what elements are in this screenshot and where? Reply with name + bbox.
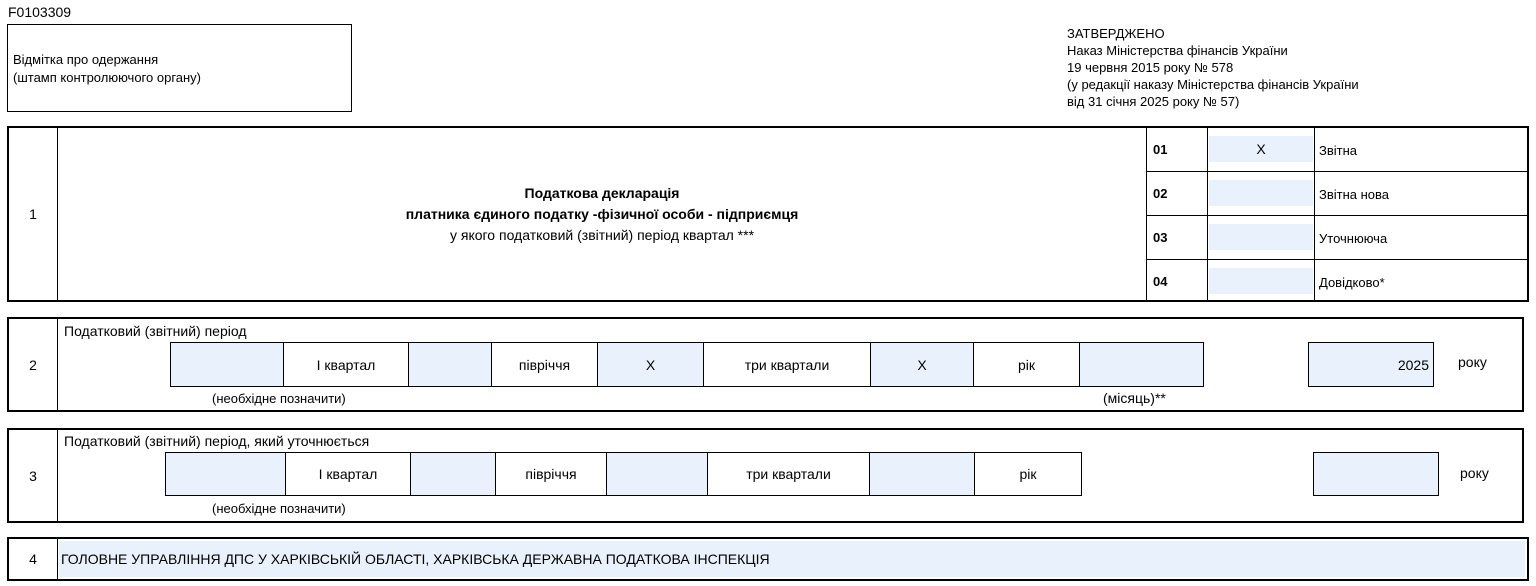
period-half-checkbox[interactable] (409, 343, 491, 386)
period-hint: (необхідне позначити) (212, 391, 346, 406)
corrected-year-suffix: року (1460, 465, 1489, 481)
type-label-03: Уточнююча (1319, 231, 1388, 246)
corrected-year-input[interactable] (1314, 453, 1438, 495)
form-code: F0103309 (8, 4, 72, 20)
declaration-title (58, 128, 1146, 300)
approval-line-3: 19 червня 2015 року № 578 (1067, 60, 1234, 75)
corrected-half-label: півріччя (525, 466, 577, 482)
corrected-period-heading: Податковий (звітний) період, який уточнюється (64, 433, 370, 449)
type-checkbox-01[interactable]: X (1209, 136, 1313, 162)
period-year-checkbox[interactable]: X (871, 343, 973, 386)
type-checkbox-04[interactable] (1209, 268, 1313, 294)
tax-authority-field[interactable]: ГОЛОВНЕ УПРАВЛІННЯ ДПС У ХАРКІВСЬКІЙ ОБЛАСТІ, ХАРКІВСЬКА ДЕРЖАВНА ПОДАТКОВА ІНСПЕКЦІЯ (59, 541, 1525, 577)
approval-line-4: (у редакції наказу Міністерства фінансів України (1067, 77, 1359, 92)
corrected-half-checkbox[interactable] (411, 453, 495, 495)
corrected-three-label: три квартали (746, 466, 831, 482)
period-q1-checkbox[interactable] (171, 343, 283, 386)
type-label-04: Довідково* (1319, 275, 1385, 290)
corrected-year-label: рік (1019, 466, 1037, 482)
period-three-checkbox[interactable]: X (598, 343, 703, 386)
period-selector-row (170, 342, 1204, 387)
section-3-number: 3 (29, 467, 37, 484)
corrected-period-row (165, 452, 1082, 496)
type-code-04: 04 (1153, 274, 1168, 289)
declaration-title-line-3: у якого податковий (звітний) період квартал *** (449, 227, 755, 243)
approval-line-1: ЗАТВЕРДЖЕНО (1067, 26, 1165, 41)
section-4 (7, 537, 1529, 581)
corrected-q1-checkbox[interactable] (166, 453, 285, 495)
section-3 (7, 428, 1524, 523)
section-4-number: 4 (29, 551, 37, 567)
period-q1-label: I квартал (316, 356, 376, 373)
receipt-stamp-box (7, 24, 352, 112)
type-label-01: Звітна (1319, 143, 1358, 158)
corrected-year-box (1313, 452, 1439, 496)
period-half-label: півріччя (518, 356, 571, 373)
period-month-input[interactable] (1080, 343, 1203, 386)
period-year-box (1308, 342, 1434, 387)
declaration-title-line-2: платника єдиного податку -фізичної особи - підприємця (405, 206, 799, 222)
type-label-02: Звітна нова (1319, 187, 1390, 202)
period-year-label: рік (1017, 356, 1036, 373)
stamp-line-1: Відмітка про одержання (13, 52, 159, 67)
corrected-three-checkbox[interactable] (607, 453, 707, 495)
type-code-03: 03 (1153, 230, 1168, 245)
type-checkbox-03[interactable] (1209, 224, 1313, 250)
period-year-input[interactable] (1309, 343, 1433, 386)
corrected-year-checkbox[interactable] (870, 453, 974, 495)
section-2-number: 2 (29, 356, 37, 373)
type-checkbox-02[interactable] (1209, 180, 1313, 206)
declaration-title-line-1: Податкова декларація (524, 185, 680, 201)
period-three-label: три квартали (744, 356, 830, 373)
section-2 (7, 317, 1524, 412)
section-1 (7, 126, 1529, 302)
type-code-01: 01 (1153, 142, 1168, 157)
period-month-hint: (місяць)** (1103, 390, 1166, 406)
corrected-q1-label: I квартал (318, 466, 378, 482)
period-year-suffix: року (1458, 354, 1487, 370)
section-1-number: 1 (29, 206, 37, 222)
approval-line-2: Наказ Міністерства фінансів України (1067, 43, 1288, 58)
approval-line-5: від 31 січня 2025 року № 57) (1067, 94, 1240, 109)
period-heading: Податковий (звітний) період (64, 323, 247, 339)
type-code-02: 02 (1153, 186, 1168, 201)
corrected-period-hint: (необхідне позначити) (212, 501, 346, 516)
stamp-line-2: (штамп контролюючого органу) (13, 70, 202, 85)
